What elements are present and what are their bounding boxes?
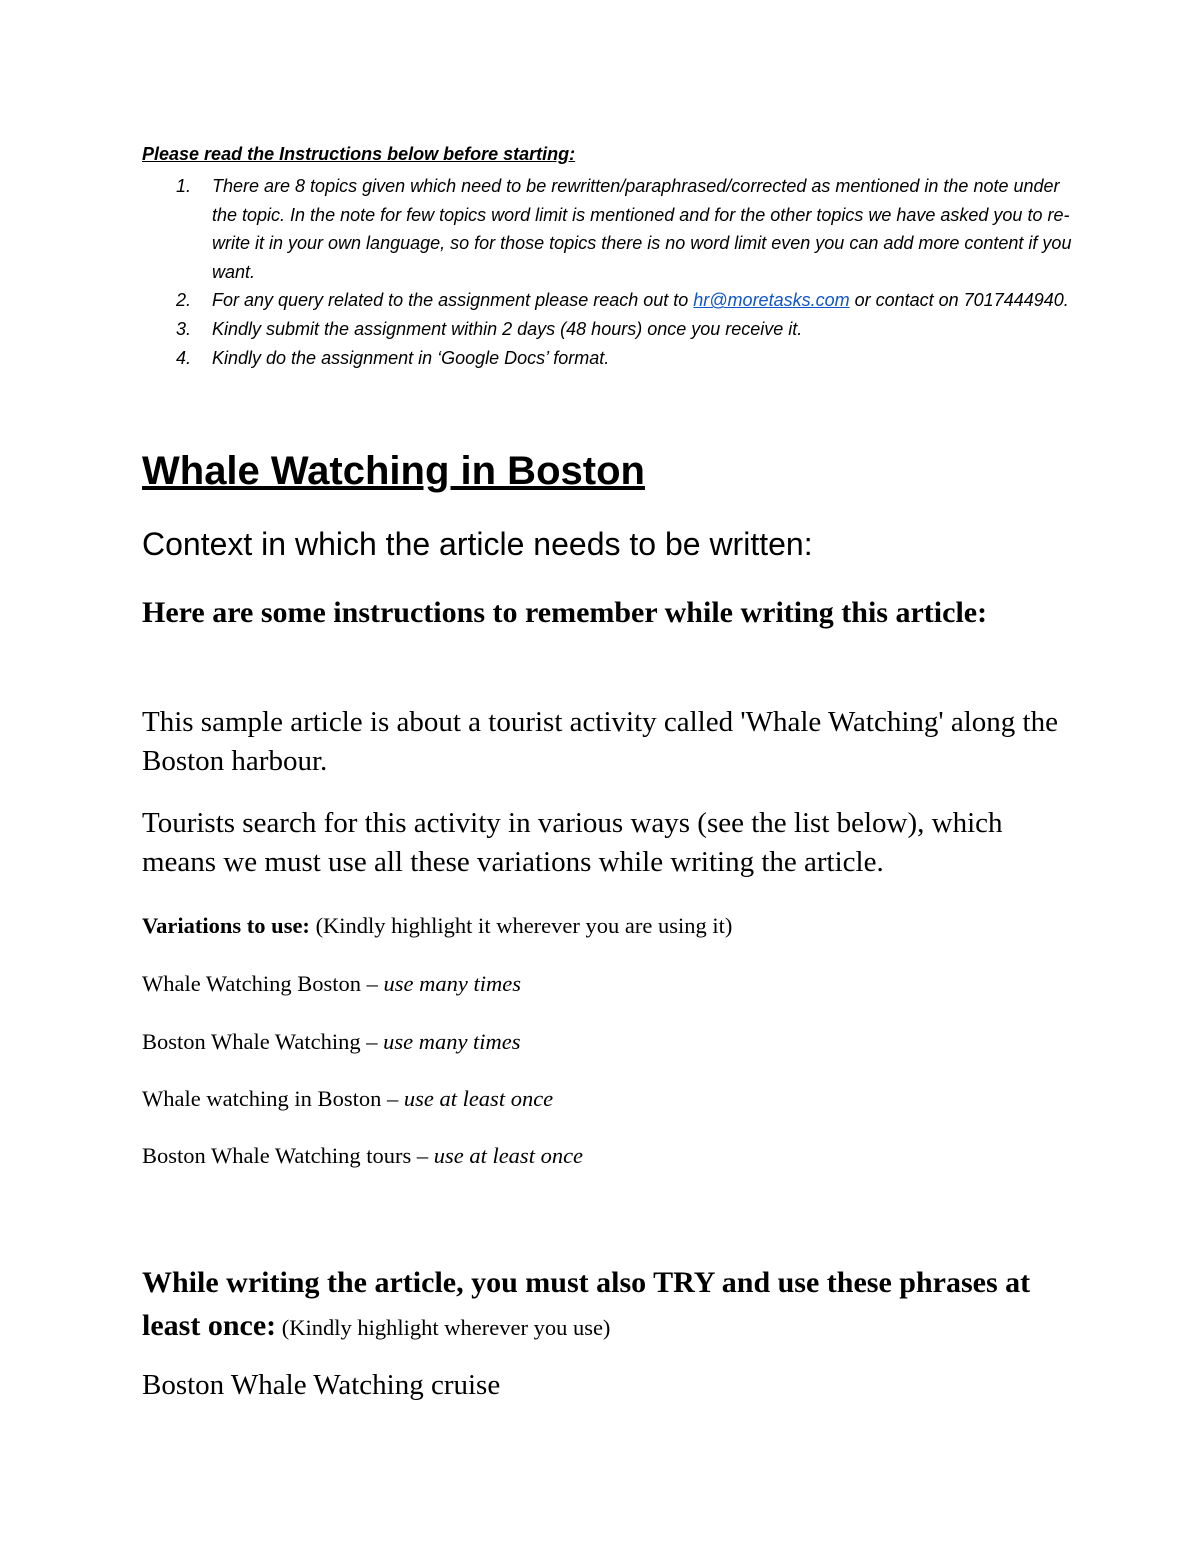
phrases-note: (Kindly highlight wherever you use) [276, 1315, 611, 1340]
variation-dash: – [411, 1143, 434, 1168]
variations-label: Variations to use: [142, 913, 310, 938]
list-item [142, 172, 1072, 286]
instructions-heading: Here are some instructions to remember while writing this article: [142, 596, 988, 629]
variation-usage: use at least once [433, 1143, 584, 1168]
variation-usage: use many times [383, 1029, 521, 1054]
variation-item [142, 1027, 521, 1057]
list-item [142, 315, 1072, 344]
list-number: 1. [176, 176, 192, 196]
list-item-text: Kindly do the assignment in ‘Google Docs’ format. [212, 347, 610, 368]
list-number: 3. [176, 318, 192, 339]
variation-dash: – [360, 971, 384, 996]
list-item-text: There are 8 topics given which need to be rewritten/paraphrased/corrected as mentioned in the note under the topic. In the note for few topics word limit is mentioned and for the other topics we have asked you to re-write it in your own language, so for those topics there is no word limit even you can add more content if you want. [212, 176, 1072, 282]
list-number: 4. [176, 347, 192, 368]
variation-item [142, 1084, 553, 1114]
phrases-heading-text: While writing the article, you must also TRY and use these phrases at least once: [142, 1266, 1031, 1342]
variation-usage: use many times [383, 971, 521, 996]
list-item [142, 344, 1072, 373]
variation-dash: – [381, 1086, 404, 1111]
paragraph: This sample article is about a tourist activity called 'Whale Watching' along the Boston harbour. [142, 706, 1058, 777]
variation-item [142, 969, 521, 999]
context-heading: Context in which the article needs to be written: [142, 526, 813, 562]
variation-usage: use at least once [403, 1086, 554, 1111]
instructions-title: Please read the Instructions below before starting: [142, 144, 576, 164]
page-title: Whale Watching in Boston [142, 449, 645, 493]
variation-phrase: Boston Whale Watching [142, 1029, 361, 1054]
list-item [142, 286, 1072, 315]
list-item-text: or contact on 7017444940. [849, 290, 1069, 311]
paragraph: Tourists search for this activity in various ways (see the list below), which means we must use all these variations while writing the article. [142, 807, 1003, 878]
variation-phrase: Whale Watching Boston [142, 971, 361, 996]
variations-note: (Kindly highlight it wherever you are using it) [309, 913, 733, 938]
email-link[interactable]: hr@moretasks.com [693, 290, 850, 311]
variation-phrase: Whale watching in Boston [142, 1086, 382, 1111]
instructions-list [142, 172, 1072, 372]
phrases-heading [142, 1261, 1072, 1349]
list-item-text: Kindly submit the assignment within 2 days (48 hours) once you receive it. [212, 318, 803, 339]
variation-dash: – [360, 1029, 384, 1054]
variations-intro [142, 911, 732, 941]
variation-phrase: Boston Whale Watching tours [142, 1143, 412, 1168]
list-number: 2. [176, 290, 192, 311]
variation-item [142, 1141, 583, 1171]
list-item-text: For any query related to the assignment please reach out to [212, 290, 694, 311]
phrase-item: Boston Whale Watching cruise [142, 1369, 501, 1401]
